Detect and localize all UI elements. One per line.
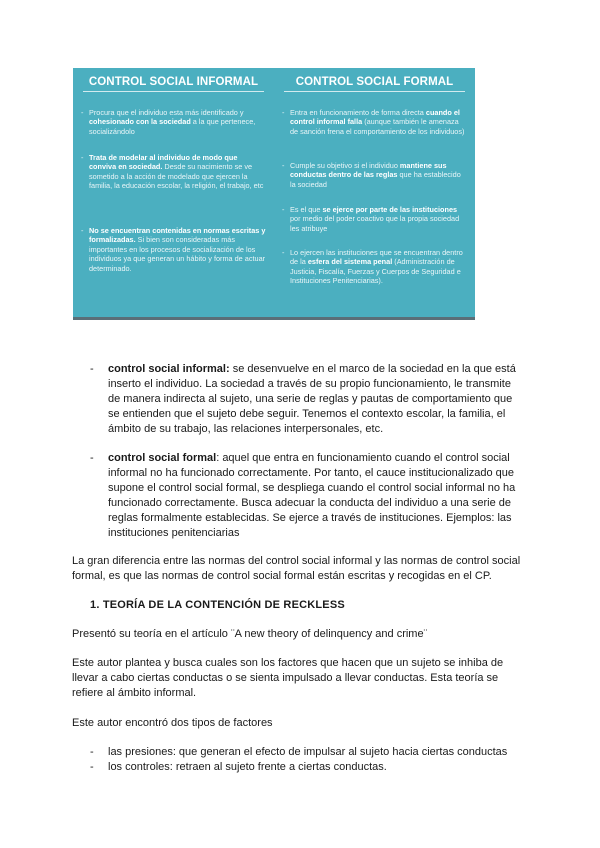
- difference-paragraph: La gran diferencia entre las normas del control social informal y las normas de control social formal, es que las normas de control social formal están escritas y recogidas en el CP.: [72, 555, 521, 582]
- definition-informal-text: control social informal: se desenvuelve en el marco de la sociedad en la que está inserto el individuo. La sociedad a través de su propio funcionamiento, le transmite de manera indirecta al sujeto, una serie de reglas y pautas de comportamiento que se entienden que el sujeto debe seguir. Tenemos el contexto escolar, la familia, el ámbito de su trabajo, las relaciones interpersonales, etc.: [108, 363, 516, 435]
- table-bullet: - Trata de modelar al individuo de modo que conviva en sociedad. Desde su nacimiento se ve sometido a la acción de modelado que ejercen la familia, la educación escolar, la religión, el trabajo, etc: [81, 153, 264, 191]
- list-item: - las presiones: que generan el efecto de impulsar al sujeto hacia ciertas conductas: [90, 746, 508, 758]
- author-paragraph: Este autor plantea y busca cuales son los factores que hacen que un sujeto se inhiba de llevar a cabo ciertas conductas o se sienta impulsado a llevar conductas. Esta teoría se refiere al ámbito informal.: [72, 657, 504, 699]
- table-bullet: - Procura que el individuo esta más identificado y cohesionado con la sociedad a la que pertenece, socializándolo: [81, 108, 256, 136]
- list-item: - los controles: retraen al sujeto frente a ciertas conductas.: [90, 761, 387, 773]
- table-bullet: - No se encuentran contenidas en normas escritas y formalizadas. Si bien son consideradas más importantes en los procesos de socialización de los individuos ya que generan un hábito y forma de actuar determinado.: [81, 226, 266, 273]
- table-bullet: - Es el que se ejerce por parte de las instituciones por medio del poder coactivo que la propia sociedad les atribuye: [282, 205, 460, 233]
- definition-formal-text: control social formal: aquel que entra en funcionamiento cuando el control social informal no ha funcionado correctamente. Por tanto, el cauce institucionalizado que supone el control social formal, se despliega cuando el control social informal no ha funcionado correctamente. Busca adecuar la conducta del individuo a una serie de reglas formalmente establecidas. Se ejerce a través de instituciones. Ejemplos: las instituciones penitenciarias: [108, 452, 516, 539]
- table-shadow: [73, 317, 475, 320]
- table-bullet: - Entra en funcionamiento de forma directa cuando el control informal falla (aunque también le amenaza de sanción frena el comportamiento de los individuos): [282, 108, 465, 136]
- term-formal: control social formal: [108, 452, 217, 464]
- term-informal: control social informal:: [108, 363, 230, 375]
- factors-intro: Este autor encontró dos tipos de factores: [72, 717, 273, 729]
- comparison-table-image: [73, 68, 475, 317]
- table-bullet: - Cumple su objetivo si el individuo mantiene sus conductas dentro de las reglas que ha establecido la sociedad: [282, 161, 461, 189]
- informal-column-header: CONTROL SOCIAL INFORMAL: [88, 76, 259, 88]
- informal-column: [73, 68, 274, 317]
- header-underline: [284, 91, 465, 92]
- formal-column-header: CONTROL SOCIAL FORMAL: [295, 76, 454, 88]
- presented-paragraph: Presentó su teoría en el artículo ¨A new theory of delinquency and crime¨: [72, 628, 428, 640]
- section-heading: 1. TEORÍA DE LA CONTENCIÓN DE RECKLESS: [90, 599, 345, 611]
- formal-column: [274, 68, 475, 317]
- header-underline: [83, 91, 264, 92]
- table-bullet: - Lo ejercen las instituciones que se encuentran dentro de la esfera del sistema penal (Administración de Justicia, Fiscalía, Fuerzas y Cuerpos de Seguridad e Instituciones Penitenciarias).: [282, 248, 463, 286]
